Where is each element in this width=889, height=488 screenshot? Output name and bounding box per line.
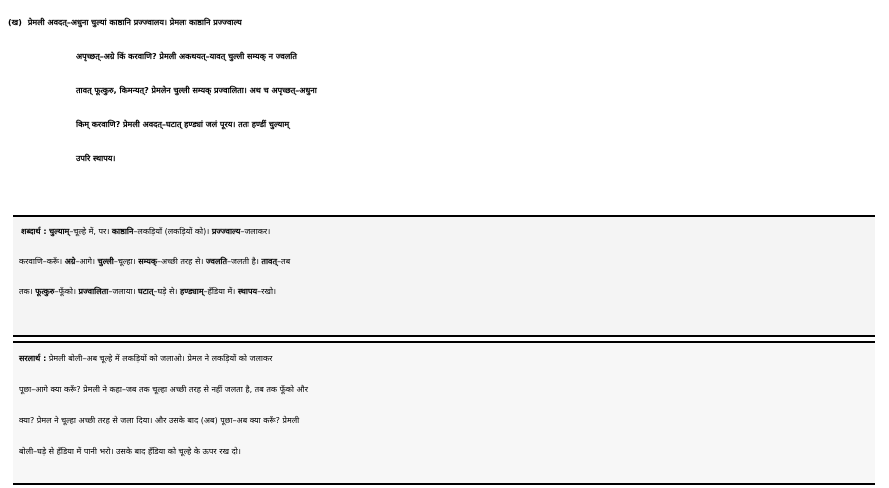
- vocab-meaning: करवाणि–करूँ।: [19, 257, 63, 266]
- vocab-meaning: –जलाकर।: [240, 227, 271, 236]
- vocab-word: सम्यक्: [138, 257, 158, 266]
- passage-label: (ख): [8, 18, 22, 27]
- meaning-heading: सरलार्थ :: [19, 354, 47, 363]
- meaning-line-2: पूछा–आगे क्या करूँ? प्रेमली ने कहा–जब तक चूल्हा अच्छी तरह से नहीं जलता है, तब तक फूँको और: [19, 385, 308, 394]
- vocab-meaning: –जलती है।: [227, 257, 259, 266]
- vocab-row-1: [13, 217, 875, 247]
- vocab-meaning: –रखो।: [257, 287, 277, 296]
- sanskrit-passage: [8, 6, 880, 176]
- meaning-line-1: [13, 343, 875, 374]
- vocab-meaning: –तब: [277, 257, 291, 266]
- vocab-meaning: –चूल्हा।: [113, 257, 136, 266]
- meaning-text: प्रेमली बोली–अब चूल्हे में लकड़ियों को जलाओ। प्रेमल ने लकड़ियों को जलाकर: [48, 354, 273, 363]
- vocab-word: चुल्याम्: [49, 227, 70, 236]
- vocab-word: हण्ड्याम्: [180, 287, 204, 296]
- vocab-meaning: –आगे।: [75, 257, 96, 266]
- vocab-row-2: [13, 247, 875, 277]
- meaning-line-4: बोली–घड़े से हँडिया में पानी भरो। उसके बाद हँडिया को चूल्हे के ऊपर रख दो।: [19, 447, 241, 456]
- vocab-word: अग्रे: [64, 257, 76, 266]
- meaning-line-3: क्या? प्रेमल ने चूल्हा अच्छी तरह से जला दिया। और उसके बाद (अब) पूछा–अब क्या करूँ? प्रेमली: [19, 416, 300, 425]
- passage-line-3: तावत् फूत्कुरु, किमन्यत्? प्रेमलेन चुल्ली सम्यक् प्रज्वालिता। अथ च अपृच्छत्–अधुना: [76, 86, 317, 95]
- vocab-meaning: –घड़े से।: [153, 287, 178, 296]
- vocab-word: स्थापय: [237, 287, 258, 296]
- vocab-meaning: तक।: [19, 287, 33, 296]
- passage-text: प्रेमली अवदत्–अधुना चुल्यां काष्ठानि प्रज्ज्वालय। प्रेमलः काष्ठानि प्रज्ज्वाल्य: [27, 18, 242, 27]
- vocab-meaning: –हँडिया में।: [203, 287, 236, 296]
- passage-line-5: उपरि स्थापय।: [76, 154, 116, 163]
- vocab-word: प्रज्ज्वाल्य: [211, 227, 241, 236]
- vocab-meaning: –अच्छी तरह से।: [157, 257, 204, 266]
- vocabulary-box: [13, 215, 875, 337]
- vocab-meaning: –लकड़ियाँ (लकड़ियों को)।: [133, 227, 210, 236]
- passage-line-2: अपृच्छत्–अग्रे किं करवाणि? प्रेमली अकथयत्–यावत् चुल्ली सम्यक् न ज्वलति: [76, 52, 297, 61]
- passage-line-1: [8, 6, 880, 40]
- passage-line-4: किम् करवाणि? प्रेमली अवदत्–घटात् हण्ड्यां जलं पूरय। ततः हण्डीं चुल्याम्: [76, 120, 290, 129]
- vocab-word: तावत्: [261, 257, 278, 266]
- vocab-heading: शब्दार्थ :: [21, 227, 47, 236]
- vocab-word: प्रज्वालिता: [78, 287, 109, 296]
- vocab-word: ज्वलति: [205, 257, 228, 266]
- vocab-row-3: [13, 277, 875, 307]
- vocab-word: चुल्ली: [97, 257, 114, 266]
- vocab-word: फूत्कुरु: [35, 287, 55, 296]
- vocab-meaning: –फूँको।: [54, 287, 76, 296]
- vocab-word: काष्ठानि: [111, 227, 134, 236]
- meaning-box: [13, 341, 875, 485]
- vocab-word: घटात्: [138, 287, 154, 296]
- vocab-meaning: –चूल्हे में, पर।: [69, 227, 110, 236]
- vocab-meaning: –जलाया।: [108, 287, 136, 296]
